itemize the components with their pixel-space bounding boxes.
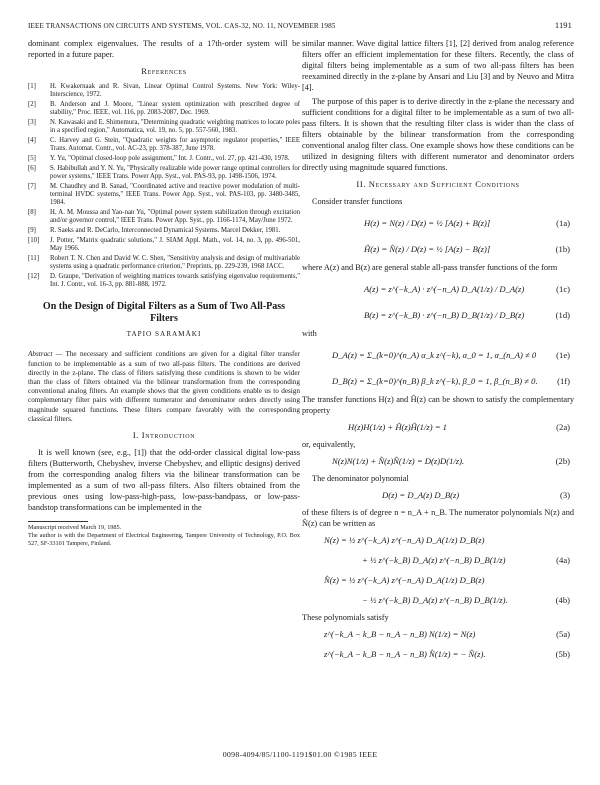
- equation-1e-body: D_A(z) = Σ_(k=0)^(n_A) α_k z^(−k), α_0 = 1, α_(n_A) ≠ 0: [332, 350, 537, 360]
- reference-item: [28, 183, 300, 208]
- reference-text: C. Harvey and G. Stein, "Quadratic weights for asymptotic regulator properties," IEEE Trans. Automat. Contr., vol. AC-23, pp. 378-387, June 1978.: [50, 137, 300, 153]
- equation-1b-tag: (1b): [555, 244, 570, 254]
- equation-4a-line-2-body: + ½ z^(−k_B) D_A(z) z^(−n_B) D_B(1/z): [362, 555, 506, 565]
- reference-text: H. Kwakernaak and R. Sivan, Linear Optimal Control Systems. New York: Wiley-Interscience, 1972.: [50, 83, 300, 99]
- equation-5a-tag: (5a): [556, 629, 570, 639]
- intro-carry-paragraph: dominant complex eigenvalues. The results of a 17th-order system will be reported in a future paper.: [28, 39, 300, 59]
- equation-1f-body: D_B(z) = Σ_(k=0)^(n_B) β_k z^(−k), β_0 = 1, β_(n_B) ≠ 0.: [332, 376, 538, 386]
- equation-1c-body: A(z) = z^(−k_A) · z^(−n_A) D_A(1/z) / D_A(z): [364, 284, 525, 294]
- equation-1b-body: Ĥ(z) = N̂(z) / D(z) = ½ [A(z) − B(z)]: [364, 244, 491, 254]
- equation-1e-tag: (1e): [556, 350, 570, 360]
- reference-text: D. Graupe, "Derivation of weighting matrices towards satisfying eigenvalue requirements," Int. J. Contr., vol. 16-3, pp. 881-888, 1972.: [50, 272, 300, 288]
- reference-item: [28, 119, 300, 136]
- reference-number: [10]: [28, 236, 40, 244]
- reference-number: [2]: [28, 101, 36, 108]
- equation-1d-tag: (1d): [555, 310, 570, 320]
- footnote-received: Manuscript received March 19, 1985.: [28, 524, 122, 532]
- reference-number: [9]: [28, 227, 36, 234]
- footnote-affiliation: The author is with the Department of Electrical Engineering, Tampere University of Technology, P.O. Box 527, SF-33101 Tampere, Finland.: [28, 531, 300, 547]
- abstract-lead: Abstract —: [28, 350, 63, 359]
- reference-text: J. Potter, "Matrix quadratic solutions," J. SIAM Appl. Math., vol. 14, no. 3, pp. 496-501, May 1966.: [50, 236, 300, 252]
- equation-4b-line-1-body: N̂(z) = ½ z^(−k_A) z^(−n_A) D_A(1/z) D_B(z): [324, 575, 485, 585]
- equation-5b-tag: (5b): [555, 649, 570, 659]
- reference-item: [28, 255, 300, 272]
- reference-text: H. A. M. Moussa and Yao-nan Yu, "Optimal power system stabilization through excitation and/or governor control," IEEE Trans. Power App. Syst., pp. 1166-1174, May/June 1972.: [50, 209, 300, 225]
- reference-item: [28, 273, 300, 290]
- equation-2b-tag: (2b): [555, 456, 570, 466]
- section-1-heading: I. Introduction: [132, 430, 196, 441]
- equation-3-tag: (3): [559, 490, 570, 500]
- abstract: [28, 350, 300, 424]
- reference-item: [28, 83, 300, 100]
- equation-1b: [302, 236, 574, 262]
- reference-list: [28, 83, 300, 289]
- carry-paragraph: similar manner. Wave digital lattice filters [1], [2] derived from analog reference filters offer an efficient implementation for these filters. Recently, the class of digital filters being implementable as a sum of two all-pass filters has been reexamined directly in the z-plane by Ansari and Liu [3] and by Neuvo and Mitra [4].: [302, 39, 574, 92]
- equation-4b-line-1: [302, 572, 574, 592]
- reference-item: [28, 101, 300, 118]
- reference-text: R. Saeks and R. DeCarlo, Interconnected Dynamical Systems. Marcel Dekker, 1981.: [50, 227, 281, 234]
- reference-number: [1]: [28, 83, 36, 90]
- equation-1c: [302, 276, 574, 302]
- equation-1f: [302, 368, 574, 394]
- equation-4b-tag: (4b): [555, 595, 570, 605]
- equation-2a-tag: (2a): [556, 422, 570, 432]
- references-heading: References: [141, 66, 187, 76]
- reference-item: [28, 209, 300, 226]
- reference-text: Y. Yu, "Optimal closed-loop pole assignment," Int. J. Contr., vol. 27, pp. 421-430, 1978.: [50, 155, 290, 162]
- equation-1d-body: B(z) = z^(−k_B) · z^(−n_B) D_B(1/z) / D_B(z): [364, 310, 525, 320]
- equation-2a: [302, 419, 574, 439]
- section-2-heading: II. Necessary and Sufficient Conditions: [356, 179, 520, 189]
- equation-4b-line-2: [302, 592, 574, 612]
- equation-1a: [302, 210, 574, 236]
- reference-number: [4]: [28, 137, 36, 144]
- equation-4a-line-1: [302, 532, 574, 552]
- reference-number: [5]: [28, 155, 36, 162]
- equation-5b: [302, 646, 574, 666]
- consider-text: Consider transfer functions: [312, 197, 403, 206]
- reference-number: [3]: [28, 119, 36, 126]
- footnote-rule: [28, 521, 88, 522]
- paper-title: On the Design of Digital Filters as a Sum of Two All-Pass Filters: [42, 301, 286, 325]
- copyright-code: 0098-4094/85/1100-1191$01.00 ©1985 IEEE: [222, 750, 378, 759]
- reference-item: [28, 227, 300, 235]
- equation-3: [302, 487, 574, 507]
- reference-text: N. Kawasaki and E. Shimemura, "Determining quadratic weighting matrices to locate poles in a specified region," Automatica, vol. 19, no. 5, pp. 557-560, 1983.: [50, 119, 300, 135]
- reference-item: [28, 165, 300, 182]
- reference-item: [28, 137, 300, 154]
- reference-number: [7]: [28, 182, 36, 190]
- degree-text: of these filters is of degree n = n_A + n_B. The numerator polynomials N(z) and N̂(z) can be written as: [302, 508, 574, 528]
- running-head: [28, 20, 572, 34]
- equation-4a-line-1-body: N(z) = ½ z^(−k_A) z^(−n_A) D_A(1/z) D_B(z): [324, 535, 485, 545]
- reference-number: [11]: [28, 254, 40, 262]
- purpose-paragraph: The purpose of this paper is to derive directly in the z-plane the necessary and sufficient conditions for a digital filter to be implementable as a sum of two all-pass filters. It is shown that the resulting filter class is wider than the class of filters obtainable by the bilinear transformation from the corresponding conventional analog filter class. One example shows how these conditions can be utilized in designing filters with different numerator and denominator orders directly using magnitude squared functions.: [302, 97, 574, 172]
- right-column: [302, 38, 574, 666]
- page-number: 1191: [554, 20, 572, 30]
- equation-2a-body: H(z)H(1/z) + Ĥ(z)Ĥ(1/z) = 1: [348, 422, 447, 432]
- equation-1a-body: H(z) = N(z) / D(z) = ½ [A(z) + B(z)]: [364, 218, 491, 228]
- reference-number: [8]: [28, 209, 36, 216]
- with-text: with: [302, 329, 317, 338]
- left-column: [28, 38, 300, 547]
- equation-1c-tag: (1c): [556, 284, 570, 294]
- abstract-body: The necessary and sufficient conditions are given for a digital filter transfer function to be implementable as a sum of two all-pass filters. The conditions are derived directly in the z-plane. The class of filters satisfying these conditions is shown to be wider than the class of filters obtained via the bilinear transformation from the corresponding conventional analog filters. An example shows that the given conditions enable us to design complementary filter pairs with different numerator and denominator orders directly using magnitude squared functions. These filters compare favorably with the corresponding classical filters.: [28, 350, 301, 423]
- equation-4b-line-2-body: − ½ z^(−k_B) D_A(z) z^(−n_B) D_B(1/z).: [362, 595, 508, 605]
- reference-text: Robert T. N. Chen and David W. C. Shen, "Sensitivity analysis and design of multivariable systems using a quadratic performance criterion," Preprints, pp. 229-239, 1968 JACC.: [50, 254, 300, 270]
- equation-5a: [302, 626, 574, 646]
- reference-item: [28, 237, 300, 254]
- denominator-text: The denominator polynomial: [312, 474, 409, 483]
- equivalently-text: or, equivalently,: [302, 440, 356, 449]
- equation-1d: [302, 302, 574, 328]
- reference-text: M. Chaudhry and B. Sanad, "Coordinated active and reactive power modulation of multi-terminal HVDC systems," IEEE Trans. Power App. Syst., vol. PAS-103, pp. 3480-3485, 1984.: [50, 182, 300, 207]
- reference-text: S. Habibullah and Y. N. Yu, "Physically realizable wide power range optimal controllers for power systems," IEEE Trans. Power App. Syst., vol. PAS-93, pp. 1498-1506, 1974.: [50, 164, 300, 180]
- equation-4a-line-2: [302, 552, 574, 572]
- section-1-paragraph: It is well known (see, e.g., [1]) that the odd-order classical digital low-pass filters (Butterworth, Chebyshev, inverse Chebyshev, and elliptic designs) derived from the corresponding analog filters via the bilinear transformation can be implemented as a sum of two all-pass filters. Also filters obtained from the previous ones using low-pass-high-pass, low-pass-bandpass, or low-pass-bandstop transformations can be implemented in the: [28, 448, 300, 513]
- equation-5b-body: z^(−k_A − k_B − n_A − n_B) N̂(1/z) = − N̂(z).: [324, 649, 486, 659]
- equation-2b: [302, 453, 574, 473]
- reference-item: [28, 155, 300, 163]
- where-text: where A(z) and B(z) are general stable all-pass transfer functions of the form: [302, 263, 558, 272]
- equation-2b-body: N(z)N(1/z) + N̂(z)N̂(1/z) = D(z)D(1/z).: [332, 456, 465, 466]
- equation-1e: [302, 342, 574, 368]
- equation-5a-body: z^(−k_A − k_B − n_A − n_B) N(1/z) = N(z): [324, 629, 476, 639]
- satisfy-text: These polynomials satisfy: [302, 613, 389, 622]
- equation-3-body: D(z) = D_A(z) D_B(z): [382, 490, 460, 500]
- reference-number: [12]: [28, 272, 40, 280]
- equation-4a-tag: (4a): [556, 555, 570, 565]
- paper-author: TAPIO SARAMÄKI: [126, 330, 202, 339]
- reference-text: B. Anderson and J. Moore, "Linear system optimization with prescribed degree of stability," Proc. IEEE, vol. 116, pp. 2083-2087, Dec. 1969.: [50, 101, 300, 117]
- complementary-text: The transfer functions H(z) and Ĥ(z) can be shown to satisfy the complementary property: [302, 395, 574, 415]
- journal-header: IEEE TRANSACTIONS ON CIRCUITS AND SYSTEMS, VOL. CAS-32, NO. 11, NOVEMBER 1985: [28, 22, 336, 30]
- reference-number: [6]: [28, 164, 36, 172]
- equation-1f-tag: (1f): [557, 376, 570, 386]
- equation-1a-tag: (1a): [556, 218, 570, 228]
